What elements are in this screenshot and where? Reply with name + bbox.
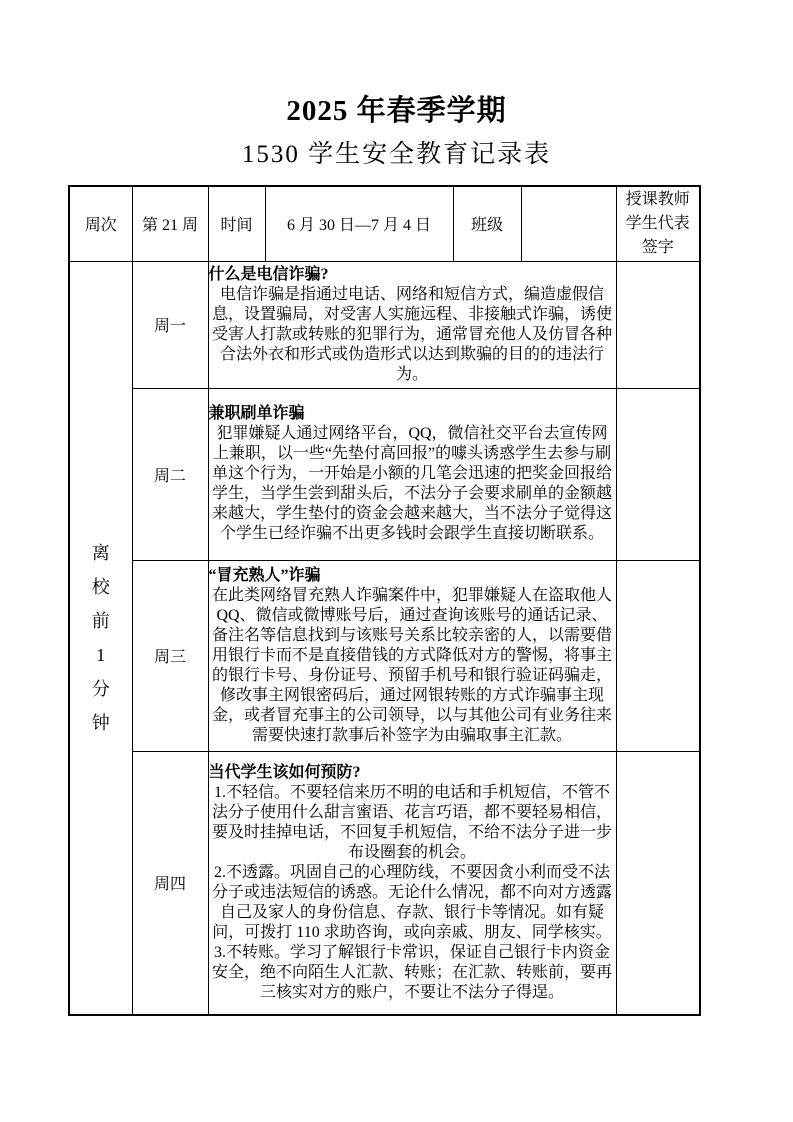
- content-heading: 兼职刷单诈骗: [208, 405, 305, 422]
- doc-title-line2: 1530 学生安全教育记录表: [241, 141, 552, 168]
- signature-label-line1: 授课教师: [625, 190, 690, 208]
- header-time-value: 6 月 30 日—7 月 4 日: [265, 186, 453, 261]
- vert-char: 校: [91, 576, 110, 597]
- day-label-tuesday: 周二: [132, 388, 208, 560]
- day-label-thursday: 周四: [132, 751, 208, 1015]
- vert-char: 离: [91, 542, 110, 563]
- content-paragraph: 3.不转账。学习了解银行卡常识，保证自己银行卡内资金安全，绝不向陌生人汇款、转账；在汇款、转账前，要再三核实对方的账户，不要让不法分子得逞。: [211, 943, 612, 1001]
- content-cell-monday: [208, 261, 616, 388]
- header-week-label: 周次: [69, 186, 132, 261]
- signature-label-line3: 签字: [641, 238, 674, 256]
- table-row-monday: [69, 261, 700, 388]
- header-class-label: 班级: [453, 186, 521, 261]
- content-cell-thursday: [208, 751, 616, 1015]
- content-cell-tuesday: [208, 388, 616, 560]
- before-leaving-1-minute-label: [70, 543, 132, 733]
- signature-label-line2: 学生代表: [625, 214, 690, 232]
- signature-cell-tuesday: [616, 388, 700, 560]
- table-row-wednesday: [69, 560, 700, 751]
- day-label-wednesday: 周三: [132, 560, 208, 751]
- table-header-row: [69, 186, 700, 261]
- table-row-thursday: [69, 751, 700, 1015]
- day-label-monday: 周一: [132, 261, 208, 388]
- content-heading: “冒充熟人”诈骗: [208, 566, 321, 584]
- vert-char: 分: [91, 678, 110, 699]
- signature-cell-monday: [616, 261, 700, 388]
- header-week-value: 第 21 周: [132, 186, 208, 261]
- content-paragraph: 2.不透露。巩固自己的心理防线，不要因贪小利而受不法分子或违法短信的诱惑。无论什么情况，都不向对方透露自己及家人的身份信息、存款、银行卡等情况。如有疑问，可拨打 110 求助咨询，或向亲戚、朋友、同学核实。: [211, 863, 612, 941]
- content-paragraph: 1.不轻信。不要轻信来历不明的电话和手机短信，不管不法分子使用什么甜言蜜语、花言巧语，都不要轻易相信，要及时挂掉电话，不回复手机短信，不给不法分子进一步布设圈套的机会。: [211, 783, 612, 861]
- header-class-value-blank: [521, 186, 616, 261]
- doc-title-line1: 2025 年春季学期: [286, 95, 507, 127]
- vert-char: 钟: [91, 712, 110, 733]
- header-signature-label: [616, 186, 700, 261]
- signature-cell-wednesday: [616, 560, 700, 751]
- table-row-tuesday: [69, 388, 700, 560]
- content-paragraph: 在此类网络冒充熟人诈骗案件中，犯罪嫌疑人在盗取他人 QQ、微信或微博账号后，通过查询该账号的通话记录、备注名等信息找到与该账号关系比较亲密的人，以需要借用银行卡而不是直接借钱的方式降低对方的警惕，将事主的银行卡号、身份证号、预留手机号和银行验证码骗走，修改事主网银密码后，通过网银转账的方式诈骗事主现金，或者冒充事主的公司领导，以与其他公司有业务往来需要快速打款事后补签字为由骗取事主汇款。: [211, 586, 612, 744]
- header-time-label: 时间: [208, 186, 265, 261]
- signature-cell-thursday: [616, 751, 700, 1015]
- left-vertical-label-cell: [69, 261, 132, 1015]
- safety-education-record-table: [68, 185, 701, 1016]
- content-paragraph: 电信诈骗是指通过电话、网络和短信方式，编造虚假信息，设置骗局，对受害人实施远程、非接触式诈骗，诱使受害人打款或转账的犯罪行为，通常冒充他人及仿冒各种合法外衣和形式或伪造形式以达到欺骗的目的的违法行为。: [211, 285, 612, 383]
- content-heading: 当代学生该如何预防?: [208, 763, 361, 781]
- vert-char: 1: [96, 644, 106, 665]
- vert-char: 前: [91, 610, 110, 631]
- content-paragraph: 犯罪嫌疑人通过网络平台，QQ，微信社交平台去宣传网上兼职，以一些“先垫付高回报”的噱头诱惑学生去参与刷单这个行为，一开始是小额的几笔会迅速的把奖金回报给学生，当学生尝到甜头后，不法分子会要求刷单的金额越来越大，学生垫付的资金会越来越大，当不法分子觉得这个学生已经诈骗不出更多钱时会跟学生直接切断联系。: [211, 425, 612, 542]
- content-cell-wednesday: [208, 560, 616, 751]
- content-heading: 什么是电信诈骗?: [208, 265, 329, 283]
